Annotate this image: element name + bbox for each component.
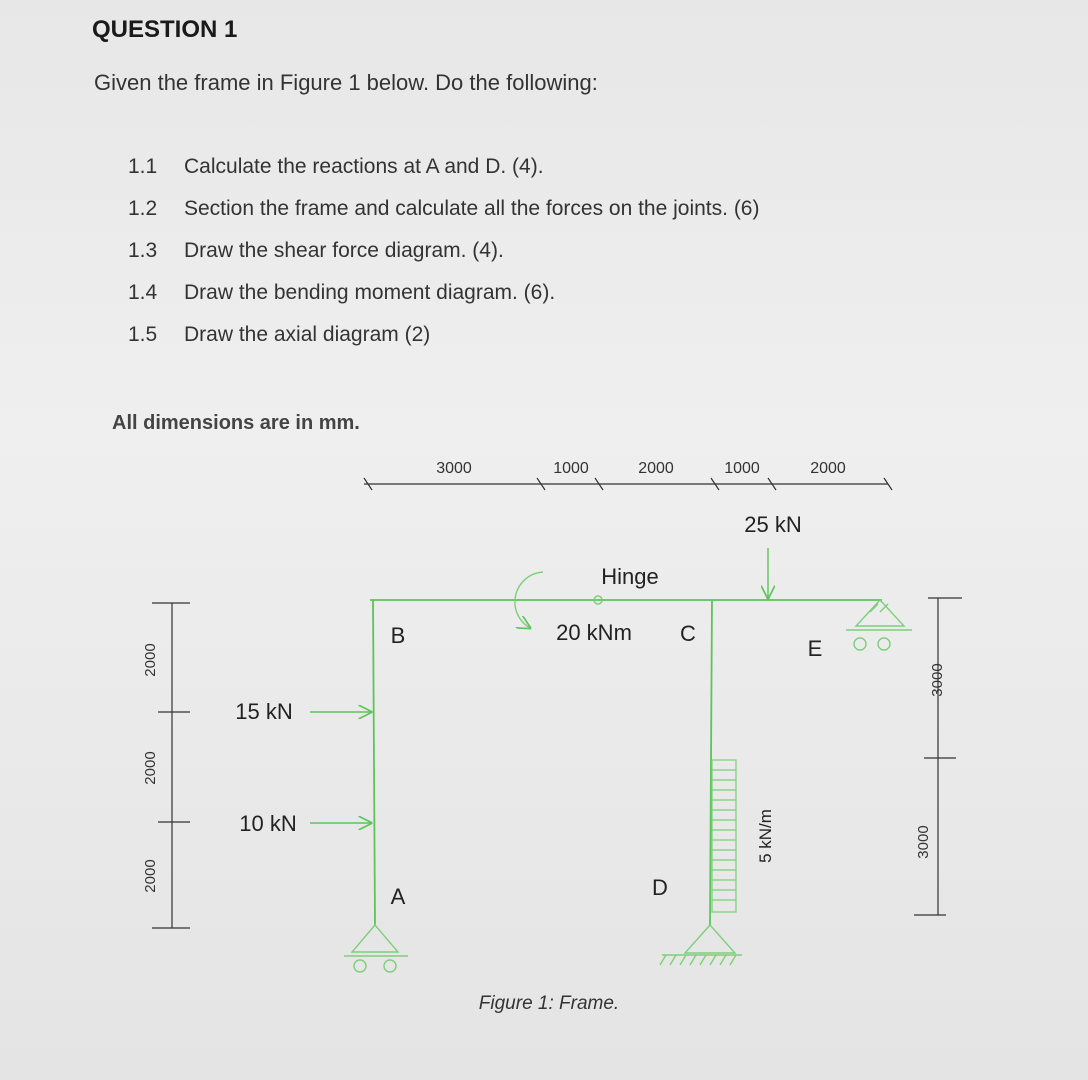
roller-support-e — [846, 600, 912, 650]
right-dim-label: 3000 — [929, 663, 946, 697]
point-load-label: 25 kN — [744, 512, 802, 537]
frame-members — [370, 600, 882, 925]
question-intro: Given the frame in Figure 1 below. Do the following: — [94, 70, 598, 95]
left-dim-label: 2000 — [142, 859, 159, 893]
roller-support-a — [344, 925, 408, 972]
horizontal-load-label: 15 kN — [235, 699, 293, 724]
horizontal-load-label: 10 kN — [239, 811, 297, 836]
node-label-e: E — [807, 636, 823, 661]
node-label-d: D — [652, 875, 668, 900]
node-label-a: A — [390, 884, 406, 909]
hinge-label: Hinge — [601, 564, 659, 589]
fixed-support-d — [660, 925, 742, 965]
task-item: 1.5 Draw the axial diagram (2) — [128, 323, 431, 346]
top-dimension-line — [364, 478, 892, 490]
top-dim-label: 2000 — [810, 460, 846, 477]
task-item: 1.1 Calculate the reactions at A and D. (4). — [128, 155, 544, 178]
question-title: QUESTION 1 — [92, 16, 238, 43]
top-dim-label: 2000 — [638, 460, 674, 477]
node-label-b: B — [390, 623, 406, 648]
right-dimension-line — [914, 598, 962, 915]
left-dim-label: 2000 — [142, 751, 159, 785]
figure-caption: Figure 1: Frame. — [478, 993, 620, 1014]
distributed-load — [712, 760, 736, 912]
top-dim-label: 3000 — [436, 460, 472, 477]
task-item: 1.4 Draw the bending moment diagram. (6). — [128, 281, 556, 304]
task-item: 1.2 Section the frame and calculate all the forces on the joints. (6) — [128, 197, 760, 220]
moment-label: 20 kNm — [556, 620, 632, 645]
right-dim-label: 3000 — [915, 825, 932, 859]
top-dim-label: 1000 — [553, 460, 589, 477]
left-dim-label: 2000 — [142, 643, 159, 677]
task-item: 1.3 Draw the shear force diagram. (4). — [128, 239, 504, 262]
distributed-load-label: 5 kN/m — [756, 809, 775, 863]
top-dim-label: 1000 — [724, 460, 760, 477]
node-label-c: C — [680, 621, 696, 646]
dimensions-note: All dimensions are in mm. — [112, 412, 360, 434]
